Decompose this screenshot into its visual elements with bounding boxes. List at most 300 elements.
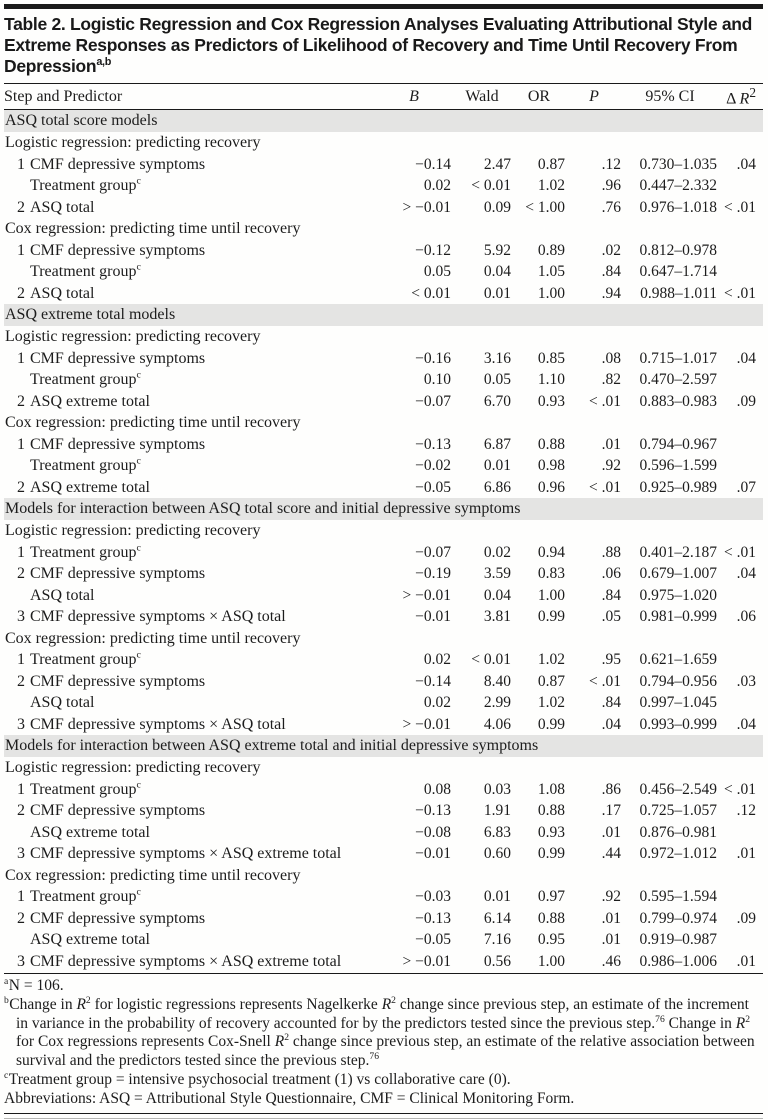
predictor-label: CMF depressive symptoms: [30, 672, 206, 690]
predictor-label: Treatment group: [30, 651, 137, 668]
b-value: −0.13: [415, 435, 451, 453]
predictor-footnote-marker: c: [136, 369, 141, 381]
wald-value: 0.60: [483, 845, 511, 862]
table-title-footnote-marker: a,b: [96, 56, 112, 69]
predictor-cell: [4, 649, 377, 671]
predictor-label: Treatment group: [30, 177, 137, 194]
delta-r2-value: < .01: [724, 543, 756, 561]
predictor-row: [4, 929, 763, 951]
wald-value: 3.16: [483, 349, 511, 367]
model-group-heading: Cox regression: predicting time until recovery: [5, 866, 301, 884]
p-value: .17: [601, 802, 621, 819]
ci-value: 0.986–1.006: [639, 952, 717, 970]
step-number: 1: [17, 888, 25, 905]
ci-value: 0.812–0.978: [639, 241, 717, 259]
predictor-cell: [4, 671, 377, 693]
delta-r2-value: [719, 369, 763, 391]
predictor-row: [4, 692, 763, 714]
predictor-row: [4, 455, 763, 477]
footnote-text: Change in: [664, 1014, 736, 1032]
footnote-text: change since previous step, an estimate of the relative association between survival and the predictors tested since the previous step.: [16, 1033, 755, 1070]
ci-value: 0.401–2.187: [639, 543, 717, 561]
p-value: .08: [601, 349, 621, 367]
footnote-text: 2: [284, 1032, 289, 1044]
wald-value: 3.81: [483, 608, 511, 625]
table-title: [4, 9, 763, 83]
footnote-text: for logistic regressions represents Nagelkerke: [90, 995, 382, 1013]
predictor-row: [4, 714, 763, 736]
or-value: 0.87: [537, 672, 565, 690]
b-value: > −0.01: [402, 715, 451, 733]
step-number: 2: [17, 909, 25, 927]
wald-value: 0.56: [483, 952, 511, 970]
step-number: 2: [17, 198, 25, 216]
delta-r2-value: .12: [736, 802, 756, 819]
predictor-row: [4, 779, 763, 801]
or-value: 1.02: [537, 694, 565, 711]
p-value: .44: [601, 845, 621, 862]
or-value: 1.00: [537, 952, 565, 970]
delta-r2-value: [719, 455, 763, 477]
model-group-heading-row: [4, 412, 763, 434]
predictor-cell: [4, 908, 377, 930]
col-header-or: OR: [513, 84, 567, 110]
predictor-row: [4, 843, 763, 865]
or-value: 0.88: [537, 909, 565, 927]
or-value: 0.93: [537, 392, 565, 410]
predictor-cell: [4, 369, 377, 391]
ci-value: 0.725–1.057: [639, 802, 717, 819]
predictor-label: Treatment group: [30, 371, 137, 388]
delta-r2-value: .09: [736, 909, 756, 927]
predictor-label: ASQ extreme total: [30, 823, 150, 841]
step-number: 2: [17, 392, 25, 410]
predictor-row: [4, 348, 763, 370]
b-value: −0.07: [415, 543, 451, 561]
predictor-label: ASQ extreme total: [30, 392, 150, 410]
p-value: .84: [601, 263, 621, 280]
col-header-delta-r2: [719, 84, 763, 110]
p-value: .06: [601, 565, 621, 582]
footnote-marker: a: [4, 975, 9, 987]
predictor-label: CMF depressive symptoms: [30, 241, 206, 259]
b-value: −0.14: [415, 672, 451, 690]
p-value: .05: [601, 608, 621, 625]
predictor-row: [4, 369, 763, 391]
footnote-text: 76: [369, 1051, 379, 1063]
bottom-rule: [4, 1113, 763, 1119]
delta-r2-value: .01: [736, 952, 756, 970]
predictor-cell: [4, 886, 377, 908]
predictor-label: Treatment group: [30, 263, 137, 280]
p-value: .46: [601, 952, 621, 970]
footnote-marker: c: [4, 1069, 9, 1081]
predictor-cell: [4, 843, 377, 865]
b-value: 0.02: [423, 177, 451, 194]
ci-value: 0.647–1.714: [639, 263, 717, 280]
footnote-text: 2: [391, 994, 396, 1006]
predictor-label: CMF depressive symptoms: [30, 155, 206, 173]
predictor-footnote-marker: c: [136, 779, 141, 791]
p-value: .01: [601, 435, 621, 453]
wald-value: < 0.01: [471, 177, 511, 194]
ci-value: 0.799–0.974: [639, 909, 717, 927]
p-value: .92: [601, 457, 621, 474]
delta-r2-value: [719, 822, 763, 844]
p-value: .01: [601, 909, 621, 927]
delta-r2-value: [719, 261, 763, 283]
footnote-line: [4, 1071, 763, 1090]
delta-r2-value: [719, 649, 763, 671]
or-value: 0.98: [537, 457, 565, 474]
col-header-step-and-predictor: Step and Predictor: [4, 84, 377, 110]
delta-r2-value: [719, 240, 763, 262]
section-band-row: [4, 304, 763, 326]
step-number: 2: [17, 672, 25, 690]
section-band-label: ASQ total score models: [4, 110, 763, 133]
predictor-label: CMF depressive symptoms × ASQ extreme total: [30, 845, 342, 862]
b-value: 0.10: [423, 371, 451, 388]
b-value: −0.07: [415, 392, 451, 410]
or-value: 1.10: [537, 371, 565, 388]
predictor-row: [4, 585, 763, 607]
or-value: 0.93: [537, 823, 565, 841]
predictor-cell: [4, 154, 377, 176]
delta-r2-value: < .01: [724, 198, 756, 216]
ci-value: 0.679–1.007: [639, 565, 717, 582]
model-group-heading-row: [4, 628, 763, 650]
predictor-cell: [4, 197, 377, 219]
b-value: −0.05: [415, 931, 451, 948]
model-group-heading: Cox regression: predicting time until recovery: [5, 414, 301, 431]
p-value: .01: [601, 823, 621, 841]
or-value: 1.05: [537, 263, 565, 280]
ci-value: 0.883–0.983: [639, 392, 717, 410]
predictor-label: CMF depressive symptoms × ASQ total: [30, 608, 286, 625]
col-header-95ci: 95% CI: [623, 84, 719, 110]
delta-r2-value: .06: [736, 608, 756, 625]
wald-value: 0.04: [483, 586, 511, 604]
ci-value: 0.730–1.035: [639, 155, 717, 173]
delta-r2-value: .04: [736, 565, 756, 582]
ci-value: 0.456–2.549: [639, 780, 717, 798]
section-band-row: [4, 735, 763, 757]
predictor-label: Treatment group: [30, 457, 137, 474]
step-number: 2: [17, 565, 25, 582]
b-value: > −0.01: [402, 198, 451, 216]
predictor-cell: [4, 240, 377, 262]
predictor-cell: [4, 929, 377, 951]
footnote-text: R: [76, 995, 86, 1013]
delta-r2-value: .01: [736, 845, 756, 862]
predictor-cell: [4, 283, 377, 305]
footnote-text: R: [381, 995, 392, 1013]
or-value: 1.00: [537, 284, 565, 302]
step-number: 1: [17, 543, 25, 561]
ci-value: 0.981–0.999: [639, 608, 717, 625]
predictor-cell: [4, 477, 377, 499]
p-value: .86: [601, 780, 621, 798]
or-value: 0.88: [537, 435, 565, 453]
col-header-p: P: [567, 84, 623, 110]
predictor-label: ASQ total: [30, 694, 95, 711]
predictor-label: ASQ extreme total: [30, 931, 150, 948]
ci-value: 0.988–1.011: [640, 284, 717, 302]
b-value: −0.13: [415, 802, 451, 819]
p-value: .12: [601, 155, 621, 173]
delta-r2-value: [719, 585, 763, 607]
step-number: 3: [17, 715, 25, 733]
step-number: 2: [17, 284, 25, 302]
b-value: −0.01: [415, 845, 451, 862]
predictor-label: ASQ total: [30, 284, 95, 302]
predictor-row: [4, 477, 763, 499]
wald-value: 7.16: [483, 931, 511, 948]
ci-value: 0.919–0.987: [639, 931, 717, 948]
wald-value: 0.01: [483, 888, 511, 905]
ci-value: 0.715–1.017: [639, 349, 717, 367]
predictor-footnote-marker: c: [136, 886, 141, 898]
predictor-label: CMF depressive symptoms × ASQ total: [30, 715, 286, 733]
wald-value: 0.09: [483, 198, 511, 216]
or-value: 0.85: [537, 349, 565, 367]
predictor-cell: [4, 692, 377, 714]
or-value: < 1.00: [525, 198, 565, 216]
ci-value: 0.794–0.967: [639, 435, 717, 453]
p-value: .88: [601, 543, 621, 561]
ci-value: 0.596–1.599: [639, 457, 717, 474]
delta-r2-value: .07: [736, 478, 756, 496]
wald-value: 1.91: [483, 802, 511, 819]
or-value: 0.99: [537, 608, 565, 625]
predictor-cell: [4, 779, 377, 801]
wald-value: 8.40: [483, 672, 511, 690]
step-number: 1: [17, 780, 25, 798]
wald-value: 4.06: [483, 715, 511, 733]
wald-value: 0.04: [483, 263, 511, 280]
wald-value: 2.99: [483, 694, 511, 711]
step-number: 1: [17, 155, 25, 173]
ci-value: 0.876–0.981: [639, 823, 717, 841]
or-value: 0.96: [537, 478, 565, 496]
ci-value: 0.975–1.020: [639, 586, 717, 604]
footnote-text: Treatment group = intensive psychosocial treatment (1) vs collaborative care (0).: [8, 1070, 511, 1088]
or-value: 0.95: [537, 931, 565, 948]
ci-value: 0.993–0.999: [639, 715, 717, 733]
b-value: 0.08: [423, 780, 451, 798]
wald-value: 0.03: [483, 780, 511, 798]
ci-value: 0.997–1.045: [639, 694, 717, 711]
footnote-text: R: [735, 1014, 746, 1032]
section-band-label: ASQ extreme total models: [4, 304, 763, 326]
model-group-heading: Logistic regression: predicting recovery: [5, 134, 261, 151]
step-number: 1: [17, 349, 25, 367]
step-number: 2: [17, 478, 25, 496]
b-value: 0.05: [423, 263, 451, 280]
delta-r2-value: [719, 692, 763, 714]
model-group-heading-row: [4, 865, 763, 887]
model-group-heading: Cox regression: predicting time until recovery: [5, 629, 301, 647]
b-value: −0.14: [415, 155, 451, 173]
delta-r2-value: [719, 175, 763, 197]
or-value: 0.99: [537, 845, 565, 862]
step-number: 1: [17, 651, 25, 668]
b-value: −0.01: [415, 608, 451, 625]
p-value: < .01: [589, 672, 621, 690]
p-value: .95: [601, 651, 621, 668]
model-group-heading-row: [4, 326, 763, 348]
predictor-row: [4, 175, 763, 197]
predictor-cell: [4, 348, 377, 370]
predictor-cell: [4, 261, 377, 283]
wald-value: 6.14: [483, 909, 511, 927]
p-value: .84: [601, 586, 621, 604]
or-value: 1.02: [537, 651, 565, 668]
b-value: > −0.01: [402, 586, 451, 604]
or-value: 1.02: [537, 177, 565, 194]
wald-value: 6.83: [483, 823, 511, 841]
footnote-text: 2: [745, 1013, 751, 1025]
ci-value: 0.976–1.018: [639, 198, 717, 216]
delta-r2-value: .04: [736, 349, 756, 367]
section-band-row: [4, 498, 763, 520]
wald-value: 6.86: [483, 478, 511, 496]
step-number: 3: [17, 845, 25, 862]
ci-value: 0.470–2.597: [639, 371, 717, 388]
or-value: 0.99: [537, 715, 565, 733]
predictor-footnote-marker: c: [136, 261, 141, 273]
predictor-label: Treatment group: [30, 543, 137, 561]
delta-r2-value: [719, 929, 763, 951]
delta-r2-value: < .01: [724, 284, 756, 302]
b-value: −0.19: [415, 565, 451, 582]
table-body: [4, 110, 763, 973]
predictor-label: CMF depressive symptoms: [30, 435, 206, 453]
predictor-row: [4, 542, 763, 564]
wald-value: 0.02: [483, 543, 511, 561]
predictor-cell: [4, 606, 377, 628]
predictor-row: [4, 606, 763, 628]
p-value: .94: [601, 284, 621, 302]
b-value: −0.12: [415, 241, 451, 259]
section-band-label: Models for interaction between ASQ extreme total and initial depressive symptoms: [4, 735, 763, 757]
predictor-footnote-marker: c: [136, 175, 141, 187]
predictor-footnote-marker: c: [136, 542, 141, 554]
p-value: .92: [601, 888, 621, 905]
predictor-row: [4, 391, 763, 413]
delta-r2-value: < .01: [724, 780, 756, 798]
p-value: .84: [601, 694, 621, 711]
predictor-row: [4, 197, 763, 219]
footnote-marker: b: [4, 994, 9, 1006]
predictor-footnote-marker: c: [136, 455, 141, 467]
wald-value: 6.87: [483, 435, 511, 453]
or-value: 0.88: [537, 802, 565, 819]
predictor-row: [4, 283, 763, 305]
section-band-label: Models for interaction between ASQ total score and initial depressive symptoms: [4, 498, 763, 520]
b-value: < 0.01: [411, 284, 451, 302]
or-value: 1.00: [537, 586, 565, 604]
predictor-cell: [4, 455, 377, 477]
footnote-text: change since previous step, an estimate of the increment in variance in the probability of recovery accounted for by the predictors tested since the previous step.: [16, 995, 749, 1032]
ci-value: 0.925–0.989: [639, 478, 717, 496]
p-value: < .01: [589, 478, 621, 496]
predictor-row: [4, 908, 763, 930]
b-value: −0.03: [415, 888, 451, 905]
predictor-row: [4, 240, 763, 262]
r-symbol: R: [739, 90, 750, 108]
step-number: 3: [17, 952, 25, 970]
wald-value: 2.47: [483, 155, 511, 173]
b-value: −0.16: [415, 349, 451, 367]
predictor-label: CMF depressive symptoms: [30, 349, 206, 367]
regression-table: [4, 83, 763, 972]
p-value: < .01: [589, 392, 621, 410]
wald-value: 0.05: [483, 371, 511, 388]
predictor-row: [4, 434, 763, 456]
predictor-label: CMF depressive symptoms: [30, 909, 206, 927]
predictor-row: [4, 154, 763, 176]
model-group-heading: Logistic regression: predicting recovery: [5, 328, 261, 345]
predictor-row: [4, 649, 763, 671]
delta-r2-value: .03: [736, 672, 756, 690]
predictor-cell: [4, 563, 377, 585]
predictor-label: CMF depressive symptoms: [30, 802, 206, 819]
b-value: > −0.01: [402, 952, 451, 970]
ci-value: 0.595–1.594: [639, 888, 717, 905]
p-value: .02: [601, 241, 621, 259]
predictor-label: Treatment group: [30, 780, 137, 798]
wald-value: 0.01: [483, 284, 511, 302]
footnote-text: N = 106.: [8, 977, 64, 994]
predictor-label: ASQ total: [30, 586, 95, 604]
table-title-text: Table 2. Logistic Regression and Cox Regression Analyses Evaluating Attributional Style and Extreme Responses as Predictors of Likelihood of Recovery and Time Until Recovery From Depression: [4, 14, 753, 76]
model-group-heading: Logistic regression: predicting recovery: [5, 522, 261, 539]
step-number: 1: [17, 241, 25, 259]
predictor-label: ASQ extreme total: [30, 478, 150, 496]
p-value: .04: [601, 715, 621, 733]
b-value: −0.05: [415, 478, 451, 496]
wald-value: 6.70: [483, 392, 511, 410]
wald-value: 0.01: [483, 457, 511, 474]
predictor-cell: [4, 434, 377, 456]
or-value: 0.87: [537, 155, 565, 173]
model-group-heading: Logistic regression: predicting recovery: [5, 759, 261, 776]
predictor-row: [4, 822, 763, 844]
footnote-text: for Cox regressions represents Cox-Snell: [16, 1033, 275, 1051]
col-header-b: B: [377, 84, 453, 110]
footnote-text: Abbreviations: ASQ = Attributional Style Questionnaire, CMF = Clinical Monitoring Form.: [4, 1089, 575, 1107]
footnotes: [4, 974, 763, 1113]
or-value: 0.97: [537, 888, 565, 905]
wald-value: 5.92: [483, 241, 511, 259]
model-group-heading-row: [4, 218, 763, 240]
p-value: .01: [601, 931, 621, 948]
footnote-line: [4, 1090, 763, 1109]
footnote-text: Change in: [9, 995, 77, 1013]
or-value: 0.83: [537, 565, 565, 582]
step-number: 2: [17, 802, 25, 819]
delta-r2-value: [719, 886, 763, 908]
or-value: 0.94: [537, 543, 565, 561]
section-band-row: [4, 110, 763, 133]
footnote-text: R: [274, 1033, 285, 1051]
ci-value: 0.972–1.012: [639, 845, 717, 862]
step-number: 1: [17, 435, 25, 453]
predictor-label: CMF depressive symptoms: [30, 565, 206, 582]
b-value: 0.02: [423, 651, 451, 668]
predictor-label: Treatment group: [30, 888, 137, 905]
